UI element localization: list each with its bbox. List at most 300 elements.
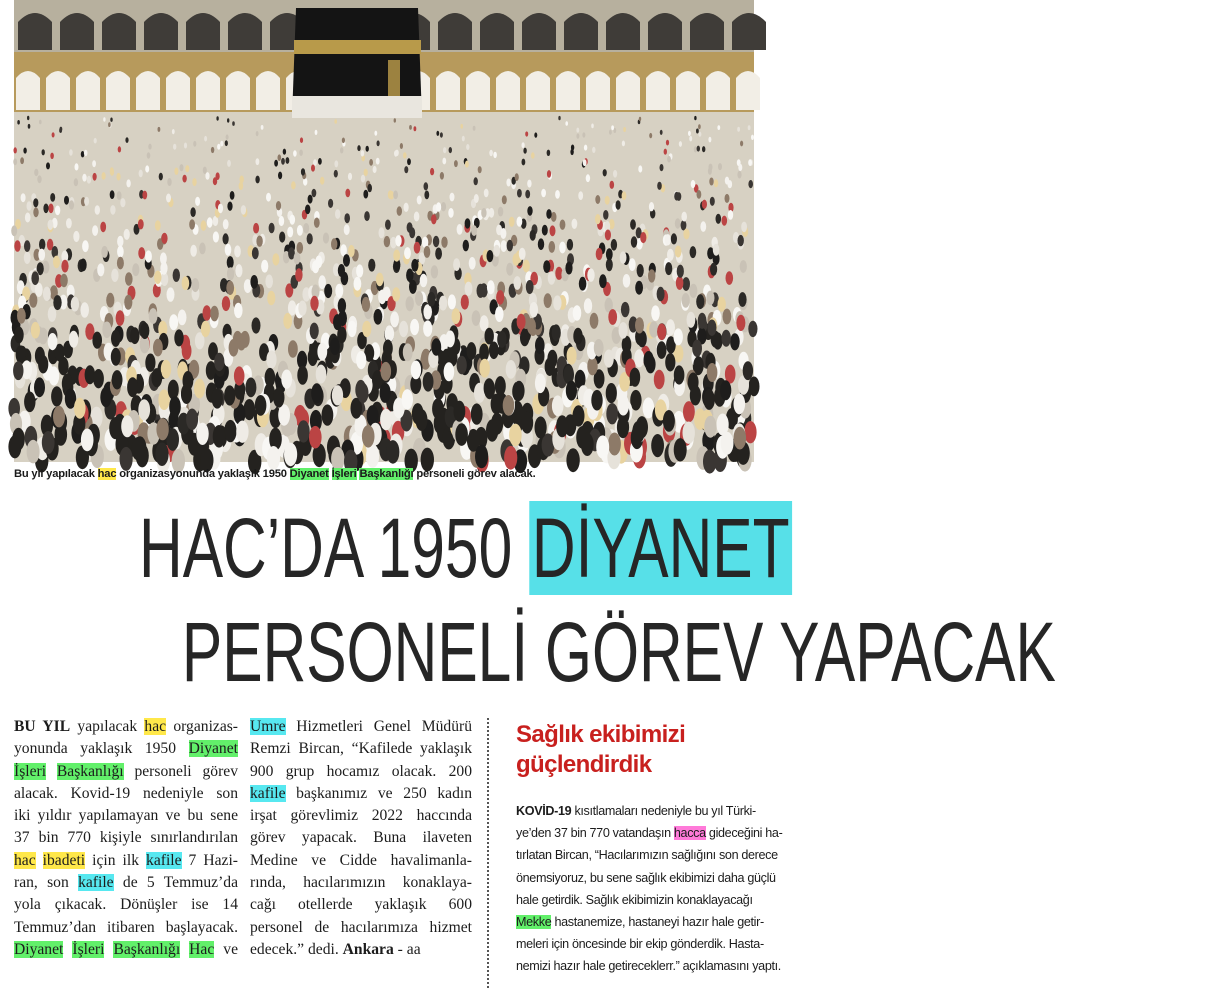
text-run: 7 Hazi- xyxy=(181,851,238,869)
pilgrim xyxy=(465,161,469,168)
pilgrim xyxy=(640,232,646,243)
pilgrim xyxy=(293,150,297,156)
text-line xyxy=(14,738,238,760)
pilgrim xyxy=(553,295,561,310)
pilgrim xyxy=(665,234,671,245)
pilgrim xyxy=(166,194,171,203)
pilgrim xyxy=(716,214,722,224)
pilgrim xyxy=(404,203,409,212)
pilgrim xyxy=(605,230,611,241)
pilgrim xyxy=(618,395,630,416)
pilgrim xyxy=(410,319,419,335)
pilgrim xyxy=(595,214,601,224)
pilgrim xyxy=(461,295,469,310)
pilgrim xyxy=(145,354,155,372)
pilgrim xyxy=(42,149,45,155)
pilgrim xyxy=(423,320,432,336)
pilgrim xyxy=(523,148,526,154)
pilgrim xyxy=(460,124,463,129)
pilgrim xyxy=(53,295,61,310)
pilgrim xyxy=(295,268,302,281)
pilgrim xyxy=(196,423,208,445)
pilgrim xyxy=(364,211,370,221)
pilgrim xyxy=(84,150,88,156)
pilgrim xyxy=(227,202,232,211)
pilgrim xyxy=(648,269,655,282)
pilgrim xyxy=(74,398,86,419)
pilgrim xyxy=(704,389,715,410)
pilgrim xyxy=(167,287,175,301)
pilgrim xyxy=(48,333,58,350)
pilgrim xyxy=(621,302,630,317)
pilgrim xyxy=(132,437,145,460)
pilgrim xyxy=(87,176,91,184)
pilgrim xyxy=(61,260,68,273)
text-line: önemsiyoruz, bu sene sağlık ekibimizi daha güçlü xyxy=(516,870,776,885)
pilgrim xyxy=(741,222,747,233)
text-run: hastanemize, hastaneyi hazır hale getir- xyxy=(551,915,764,930)
pilgrim xyxy=(102,322,111,339)
pilgrim xyxy=(255,395,267,416)
pilgrim xyxy=(111,348,121,366)
pilgrim xyxy=(591,124,594,129)
pilgrim xyxy=(142,191,147,200)
text-run: gideceğini ha- xyxy=(705,826,783,841)
pilgrim xyxy=(112,370,123,389)
pilgrim xyxy=(572,219,578,229)
pilgrim xyxy=(424,191,429,200)
pilgrim xyxy=(111,330,120,347)
pilgrim xyxy=(469,257,476,270)
pilgrim xyxy=(663,410,675,432)
pilgrim xyxy=(92,332,102,349)
text-line xyxy=(14,761,238,783)
pilgrim xyxy=(151,368,162,387)
caption-highlight: İşleri xyxy=(331,468,357,480)
pilgrim xyxy=(530,230,536,241)
arch xyxy=(556,71,580,110)
pilgrim xyxy=(493,152,497,158)
pilgrim xyxy=(38,355,48,373)
pilgrim xyxy=(631,236,637,247)
arch xyxy=(480,13,514,50)
arch xyxy=(646,71,670,110)
pilgrim xyxy=(576,133,579,138)
pilgrim xyxy=(698,124,701,129)
text-line: yola çıkacak. Dönüşler ise 14 xyxy=(14,896,238,914)
pilgrim xyxy=(698,132,701,137)
pilgrim xyxy=(227,160,231,167)
pilgrim xyxy=(734,394,746,415)
pilgrim xyxy=(227,118,229,122)
pilgrim xyxy=(573,305,582,321)
pilgrim xyxy=(388,190,393,199)
pilgrim xyxy=(702,146,705,152)
caption-highlight: Başkanlığı xyxy=(359,468,414,480)
pilgrim xyxy=(338,264,345,277)
pilgrim xyxy=(651,305,660,321)
pilgrim xyxy=(149,308,158,324)
pilgrim xyxy=(340,147,343,153)
pilgrim xyxy=(256,236,262,247)
pilgrim xyxy=(53,406,65,428)
pilgrim xyxy=(472,310,481,326)
pilgrim xyxy=(236,421,248,443)
pilgrim xyxy=(265,275,273,289)
pilgrim xyxy=(543,260,550,273)
pilgrim xyxy=(453,258,460,271)
pilgrim xyxy=(386,440,399,464)
pilgrim xyxy=(608,433,621,456)
pilgrim xyxy=(201,220,207,231)
text-line xyxy=(250,716,472,738)
pilgrim xyxy=(20,157,24,164)
pilgrim xyxy=(606,248,613,260)
pilgrim xyxy=(546,209,551,219)
highlight: Mekke xyxy=(516,915,552,930)
pilgrim xyxy=(14,240,20,252)
pilgrim xyxy=(169,314,178,330)
arch xyxy=(564,13,598,50)
pilgrim xyxy=(159,173,163,181)
pilgrim xyxy=(185,165,189,172)
pilgrim xyxy=(634,349,644,367)
pilgrim xyxy=(406,296,414,311)
text-line xyxy=(516,911,764,933)
pilgrim xyxy=(154,271,161,284)
pilgrim xyxy=(730,333,740,350)
arch xyxy=(46,71,70,110)
pilgrim xyxy=(430,168,434,175)
pilgrim xyxy=(335,209,340,219)
text-line: meleri için öncesinde bir ekip gönderdik. Hasta- xyxy=(516,937,764,952)
pilgrim xyxy=(60,274,68,288)
pilgrim xyxy=(497,331,506,348)
text-line xyxy=(516,800,756,822)
pilgrim xyxy=(573,405,585,426)
pilgrim xyxy=(697,146,700,152)
pilgrim xyxy=(126,179,130,187)
pilgrim xyxy=(473,126,476,131)
headline-text: HAC’DA 1950 xyxy=(139,501,530,595)
arch xyxy=(676,71,700,110)
highlight: hacca xyxy=(673,826,706,841)
pilgrim xyxy=(243,399,255,420)
pilgrim xyxy=(455,423,468,446)
pilgrim xyxy=(442,158,446,165)
text-line: Medine ve Cidde havalimanla- xyxy=(250,851,472,869)
pilgrim xyxy=(27,440,40,464)
pilgrim xyxy=(178,310,187,326)
pilgrim xyxy=(393,250,400,262)
text-line xyxy=(14,716,238,738)
pilgrim xyxy=(674,328,683,345)
pilgrim xyxy=(80,302,89,317)
pilgrim xyxy=(13,361,23,380)
pilgrim xyxy=(692,340,702,358)
pilgrim xyxy=(457,356,467,375)
pilgrim xyxy=(273,387,284,407)
pilgrim xyxy=(121,415,133,437)
pilgrim xyxy=(42,431,55,454)
pilgrim xyxy=(155,220,161,231)
pilgrim xyxy=(174,168,178,175)
pilgrim xyxy=(286,157,290,164)
pilgrim xyxy=(622,141,625,147)
pilgrim xyxy=(364,169,368,176)
pilgrim xyxy=(622,191,627,200)
pilgrim xyxy=(191,278,199,292)
pilgrim xyxy=(591,390,602,411)
text-line: cağı otellerde yaklaşık 600 xyxy=(250,896,472,914)
pilgrim xyxy=(696,294,704,309)
pilgrim xyxy=(738,164,742,171)
pilgrim xyxy=(667,156,671,163)
pilgrim xyxy=(234,303,243,318)
text-line: alacak. Kovid-19 nedeniyle son xyxy=(14,784,238,802)
pilgrim xyxy=(124,295,132,310)
pilgrim xyxy=(230,191,235,200)
pilgrim xyxy=(381,362,392,381)
text-line xyxy=(14,872,238,894)
pilgrim xyxy=(145,165,149,172)
pilgrim xyxy=(95,205,100,215)
pilgrim xyxy=(452,308,461,324)
pilgrim xyxy=(708,137,711,143)
pilgrim xyxy=(603,210,608,220)
pilgrim xyxy=(52,132,55,137)
pilgrim xyxy=(169,396,181,417)
highlight: kafile xyxy=(146,851,182,869)
headline-text: PERSONELİ GÖREV YAPACAK xyxy=(181,605,1056,699)
pilgrim xyxy=(638,165,642,172)
pilgrim xyxy=(379,227,385,238)
pilgrim xyxy=(50,193,55,202)
pilgrim xyxy=(495,376,506,396)
pilgrim xyxy=(234,245,241,257)
arch xyxy=(732,13,766,50)
pilgrim xyxy=(261,260,268,273)
pilgrim xyxy=(565,121,568,126)
pilgrim xyxy=(583,159,587,166)
pilgrim xyxy=(376,158,380,165)
arch xyxy=(522,13,556,50)
pilgrim xyxy=(691,180,696,188)
pilgrim xyxy=(448,294,456,309)
pilgrim xyxy=(629,258,636,271)
pilgrim xyxy=(147,152,151,158)
highlight: Başkanlığı xyxy=(113,940,181,958)
highlight: Diyanet xyxy=(14,940,64,958)
arch xyxy=(256,71,280,110)
arch xyxy=(496,71,520,110)
article-column-1 xyxy=(14,716,238,961)
pilgrim xyxy=(565,262,572,275)
pilgrim xyxy=(357,383,368,403)
pilgrim xyxy=(23,148,26,154)
pilgrim xyxy=(111,269,118,282)
pilgrim xyxy=(606,383,617,403)
pilgrim xyxy=(657,341,667,359)
pilgrim xyxy=(311,165,315,172)
pilgrim xyxy=(694,116,696,120)
pilgrim xyxy=(674,192,679,201)
pilgrim xyxy=(279,216,285,226)
pilgrim xyxy=(698,313,707,329)
pilgrim xyxy=(93,173,97,181)
text-run: edecek.” dedi. xyxy=(250,940,343,958)
pilgrim xyxy=(279,232,285,243)
pilgrim xyxy=(595,195,600,204)
pilgrim xyxy=(544,293,552,308)
pilgrim xyxy=(530,302,539,317)
pilgrim xyxy=(267,291,275,306)
pilgrim xyxy=(475,445,488,469)
pilgrim xyxy=(380,383,391,403)
pilgrim xyxy=(294,252,301,264)
pilgrim xyxy=(590,313,599,329)
pilgrim xyxy=(683,229,689,240)
pilgrim xyxy=(688,131,691,136)
text-run: ye’den 37 bin 770 vatandaşın xyxy=(516,826,674,841)
pilgrim xyxy=(158,127,161,132)
pilgrim xyxy=(567,347,577,365)
pilgrim xyxy=(334,160,338,167)
pilgrim xyxy=(465,218,471,228)
pilgrim xyxy=(734,427,747,450)
pilgrim xyxy=(125,272,133,286)
pilgrim xyxy=(414,212,420,222)
column-divider xyxy=(487,718,489,988)
highlight: kafile xyxy=(78,874,114,892)
pilgrim xyxy=(599,274,607,288)
pilgrim xyxy=(297,366,308,385)
pilgrim xyxy=(216,116,218,120)
pilgrim xyxy=(232,121,235,126)
text-run: yonunda yaklaşık 1950 xyxy=(14,740,189,758)
pilgrim xyxy=(297,225,303,236)
caption-highlight: Diyanet xyxy=(289,468,329,480)
pilgrim xyxy=(521,412,533,434)
highlight: Diyanet xyxy=(188,740,238,758)
pilgrim xyxy=(334,119,337,124)
pilgrim xyxy=(64,196,69,205)
pilgrim xyxy=(738,235,744,246)
pilgrim xyxy=(11,225,17,236)
pilgrim xyxy=(446,330,455,347)
pilgrim xyxy=(556,415,568,437)
photo-caption xyxy=(14,468,754,480)
lead-in: KOVİD-19 xyxy=(516,804,572,818)
pilgrim xyxy=(316,365,327,384)
pilgrim xyxy=(409,280,417,294)
pilgrim xyxy=(212,388,223,408)
pilgrim xyxy=(657,287,665,301)
pilgrim xyxy=(33,207,38,217)
pilgrim xyxy=(252,317,261,333)
pilgrim xyxy=(501,240,507,252)
kaaba xyxy=(292,8,422,118)
pilgrim xyxy=(635,317,644,333)
pilgrim xyxy=(717,414,729,436)
arch xyxy=(586,71,610,110)
pilgrim xyxy=(283,313,292,329)
pilgrim xyxy=(156,418,168,440)
headline-accent: DİYANET xyxy=(529,501,792,595)
pilgrim xyxy=(665,353,675,371)
text-line: hale getirdik. Sağlık ekibimizin konaklayacağı xyxy=(516,892,753,907)
pilgrim xyxy=(474,194,479,203)
pilgrim xyxy=(527,318,536,334)
highlight: Umre xyxy=(250,718,286,735)
pilgrim xyxy=(620,251,627,263)
pilgrim xyxy=(385,325,394,342)
pilgrim xyxy=(125,137,128,143)
pilgrim xyxy=(21,193,26,202)
pilgrim xyxy=(213,425,226,448)
pilgrim xyxy=(290,215,296,225)
pilgrim xyxy=(216,172,220,180)
pilgrim xyxy=(665,262,672,275)
pilgrim xyxy=(39,120,42,125)
text-run: - aa xyxy=(393,940,421,958)
pilgrim xyxy=(214,353,224,371)
highlight: kafile xyxy=(250,784,286,802)
pilgrim xyxy=(509,424,522,447)
pilgrim xyxy=(192,178,196,186)
pilgrim xyxy=(378,290,386,305)
pilgrim xyxy=(255,176,259,184)
arch xyxy=(166,71,190,110)
pilgrim xyxy=(604,350,614,368)
pilgrim xyxy=(362,297,370,312)
pilgrim xyxy=(549,241,556,253)
pilgrim xyxy=(443,147,446,153)
pilgrim xyxy=(239,182,244,190)
pilgrim xyxy=(566,381,577,401)
pilgrim xyxy=(227,267,234,280)
pilgrim xyxy=(690,385,701,405)
pilgrim xyxy=(69,331,78,348)
article-column-2 xyxy=(250,716,472,961)
pilgrim xyxy=(342,138,345,144)
arch xyxy=(606,13,640,50)
highlight: ibadeti xyxy=(42,851,86,869)
pilgrim xyxy=(181,384,192,404)
headline-word-wrap xyxy=(139,501,792,595)
pilgrim xyxy=(205,172,209,180)
pilgrim xyxy=(415,291,423,306)
arch xyxy=(226,71,250,110)
pilgrim xyxy=(368,259,375,272)
pilgrim xyxy=(288,300,296,315)
pilgrim xyxy=(440,132,443,137)
pilgrim xyxy=(696,129,699,134)
pilgrim xyxy=(417,196,422,205)
pilgrim xyxy=(675,246,682,258)
pilgrim xyxy=(740,141,743,147)
pilgrim xyxy=(409,227,415,238)
pilgrim xyxy=(519,248,526,260)
pilgrim xyxy=(657,324,666,341)
pilgrim xyxy=(550,225,556,236)
pilgrim xyxy=(493,245,500,257)
pilgrim xyxy=(491,394,503,415)
pilgrim xyxy=(189,219,195,229)
pilgrim xyxy=(630,219,636,229)
arch xyxy=(648,13,682,50)
pilgrim xyxy=(356,351,366,369)
